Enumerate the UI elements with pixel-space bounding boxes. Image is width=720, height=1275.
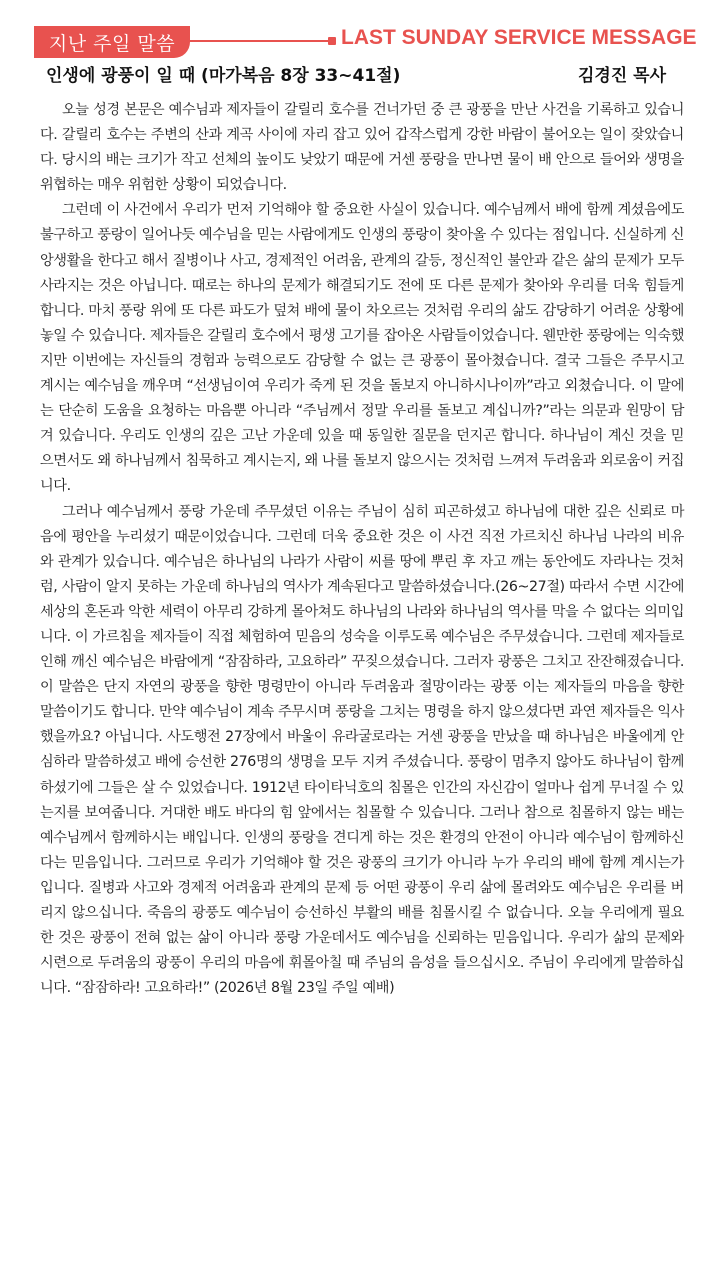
header-rule: [190, 40, 332, 42]
sermon-title: 인생에 광풍이 일 때 (마가복음 8장 33~41절): [46, 66, 401, 86]
paragraph-1: 오늘 성경 본문은 예수님과 제자들이 갈릴리 호수를 건너가던 중 큰 광풍을 만난 사건을 기록하고 있습니다. 갈릴리 호수는 주변의 산과 계곡 사이에 자리 잡고 있어 갑작스럽게 강한 바람이 불어오는 일이 잦았습니다. 당시의 배는 크기가 작고 선체의 높이도 낮았기 때문에 거센 풍랑을 만나면 물이 배 안으로 들어와 생명을 위협하는 매우 위험한 상황이 되었습니다.: [40, 102, 684, 194]
paragraph-2: 그런데 이 사건에서 우리가 먼저 기억해야 할 중요한 사실이 있습니다. 예수님께서 배에 함께 계셨음에도 불구하고 풍랑이 일어나듯 예수님을 믿는 사람에게도 인생의 풍랑이 찾아올 수 있다는 점입니다. 신실하게 신앙생활을 한다고 해서 질병이나 사고, 경제적인 어려움, 관계의 갈등, 정신적인 불안과 같은 삶의 문제가 모두 사라지는 것은 아닙니다. 때로는 하나의 문제가 해결되기도 전에 또 다른 문제가 찾아와 우리를 더욱 힘들게 합니다. 마치 풍랑 위에 또 다른 파도가 덮쳐 배에 물이 차오르는 것처럼 우리의 삶도 감당하기 어려운 상황에 놓일 수 있습니다. 제자들은 갈릴리 호수에서 평생 고기를 잡아온 사람들이었습니다. 웬만한 풍랑에는 익숙했지만 이번에는 자신들의 경험과 능력으로도 감당할 수 없는 큰 광풍이 몰아쳤습니다. 결국 그들은 주무시고 계시는 예수님을 깨우며 “선생님이여 우리가 죽게 된 것을 돌보지 아니하시나이까”라고 외쳤습니다. 이 말에는 단순히 도움을 요청하는 마음뿐 아니라 “주님께서 정말 우리를 돌보고 계십니까?”라는 의문과 원망이 담겨 있습니다. 우리도 인생의 깊은 고난 가운데 있을 때 동일한 질문을 던지곤 합니다. 하나님이 계신 것을 믿으면서도 왜 하나님께서 침묵하고 계시는지, 왜 나를 돌보지 않으시는 것처럼 느껴져 두려움과 외로움이 커집니다.: [40, 202, 684, 495]
section-badge: [34, 26, 190, 58]
section-badge-label: 지난 주일 말씀: [48, 32, 176, 55]
paragraph-3: 그러나 예수님께서 풍랑 가운데 주무셨던 이유는 주님이 심히 피곤하셨고 하나님에 대한 깊은 신뢰로 마음에 평안을 누리셨기 때문이었습니다. 그런데 더욱 중요한 것은 이 사건 직전 가르치신 하나님 나라의 비유와 관계가 있습니다. 예수님은 하나님의 나라가 사람이 씨를 땅에 뿌린 후 자고 깨는 동안에도 자라나는 것처럼, 사람이 알지 못하는 가운데 하나님의 역사가 계속된다고 말씀하셨습니다.(26~27절) 따라서 수면 시간에 세상의 혼돈과 악한 세력이 아무리 강하게 몰아쳐도 하나님의 나라와 하나님의 역사를 막을 수 없다는 의미입니다. 이 가르침을 제자들이 직접 체험하여 믿음의 성숙을 이루도록 예수님은 주무셨습니다. 그런데 제자들로 인해 깨신 예수님은 바람에게 “잠잠하라, 고요하라” 꾸짖으셨습니다. 그러자 광풍은 그치고 잔잔해졌습니다. 이 말씀은 단지 자연의 광풍을 향한 명령만이 아니라 두려움과 절망이라는 광풍 이는 제자들의 마음을 향한 말씀이기도 합니다. 만약 예수님이 계속 주무시며 풍랑을 그치는 명령을 하지 않으셨다면 과연 제자들은 익사했을까요? 아닙니다. 사도행전 27장에서 바울이 유라굴로라는 거센 광풍을 만났을 때 하나님은 바울에게 안심하라 말씀하셨고 배에 승선한 276명의 생명을 모두 지켜 주셨습니다. 풍랑이 멈추지 않아도 하나님이 함께 하셨기에 그들은 살 수 있었습니다. 1912년 타이타닉호의 침몰은 인간의 자신감이 얼마나 쉽게 무너질 수 있는지를 보여줍니다. 거대한 배도 바다의 힘 앞에서는 침몰할 수 있습니다. 그러나 참으로 침몰하지 않는 배는 예수님께서 함께하시는 배입니다. 인생의 풍랑을 견디게 하는 것은 환경의 안전이 아니라 예수님이 함께하신다는 믿음입니다. 그러므로 우리가 기억해야 할 것은 광풍의 크기가 아니라 누가 우리의 배에 함께 계시는가입니다. 질병과 사고와 경제적 어려움과 관계의 문제 등 어떤 광풍이 우리 삶에 몰려와도 예수님은 우리를 버리지 않으십니다. 죽음의 광풍도 예수님이 승선하신 부활의 배를 침몰시킬 수 없습니다. 오늘 우리에게 필요한 것은 광풍이 전혀 없는 삶이 아니라 풍랑 가운데서도 예수님을 신뢰하는 믿음입니다. 우리가 삶의 문제와 시련으로 두려움의 광풍이 우리의 마음에 휘몰아칠 때 주님의 음성을 들으십시오. 주님이 우리에게 말씀하십니다. “잠잠하라! 고요하라!” (2026년 8월 23일 주일 예배): [40, 503, 684, 997]
english-section-title: LAST SUNDAY SERVICE MESSAGE: [341, 26, 697, 49]
page-header: [0, 0, 720, 92]
sermon-body: [40, 98, 684, 1001]
preacher-name: 김경진 목사: [577, 66, 666, 86]
header-rule-end-square: [328, 37, 336, 45]
